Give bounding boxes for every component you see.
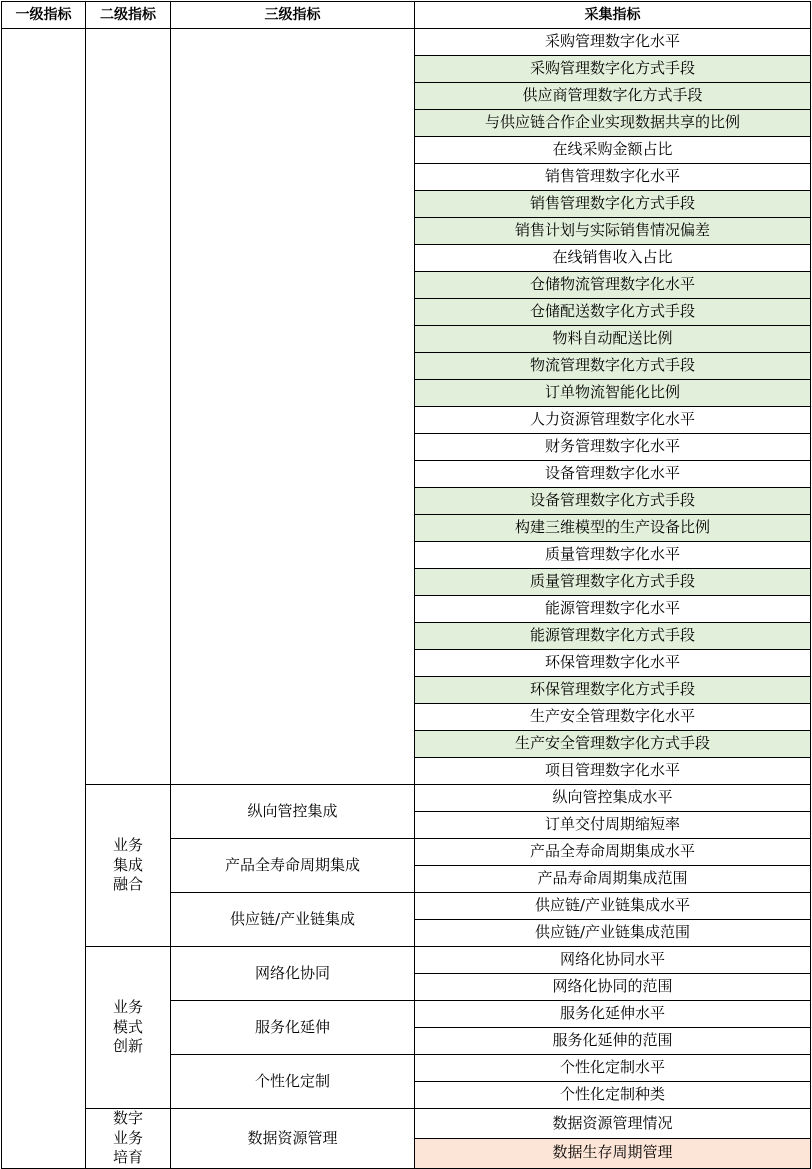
metric-cell: 纵向管控集成水平 [415,785,811,812]
metric-cell: 设备管理数字化水平 [415,461,811,488]
metric-cell: 数据生存周期管理 [415,1138,811,1168]
level1-cell [2,29,86,1169]
header-row [2,2,811,29]
metric-cell: 服务化延伸的范围 [415,1028,811,1055]
metric-cell: 在线采购金额占比 [415,137,811,164]
metric-cell: 采购管理数字化方式手段 [415,56,811,83]
level3-cell: 产品全寿命周期集成 [171,839,415,893]
metric-cell: 财务管理数字化水平 [415,434,811,461]
metric-cell: 质量管理数字化水平 [415,542,811,569]
metric-cell: 产品寿命周期集成范围 [415,866,811,893]
header-level1: 一级指标 [2,2,86,29]
metric-cell: 在线销售收入占比 [415,245,811,272]
level3-cell: 网络化协同 [171,947,415,1001]
metric-cell: 个性化定制水平 [415,1055,811,1082]
metric-cell: 供应链/产业链集成水平 [415,893,811,920]
metric-cell: 设备管理数字化方式手段 [415,488,811,515]
metric-cell: 个性化定制种类 [415,1082,811,1109]
metric-cell: 订单物流智能化比例 [415,380,811,407]
metric-cell: 构建三维模型的生产设备比例 [415,515,811,542]
metric-cell: 能源管理数字化水平 [415,596,811,623]
metric-cell: 产品全寿命周期集成水平 [415,839,811,866]
metric-cell: 生产安全管理数字化方式手段 [415,731,811,758]
metric-cell: 网络化协同的范围 [415,974,811,1001]
metric-cell: 能源管理数字化方式手段 [415,623,811,650]
level2-cell: 业务集成融合 [86,785,171,947]
metric-cell: 供应商管理数字化方式手段 [415,83,811,110]
metric-cell: 供应链/产业链集成范围 [415,920,811,947]
level3-cell: 供应链/产业链集成 [171,893,415,947]
metric-cell: 物料自动配送比例 [415,326,811,353]
level2-cell: 业务模式创新 [86,947,171,1109]
level2-cell-blank [86,29,171,785]
metric-cell: 销售管理数字化方式手段 [415,191,811,218]
level3-cell: 纵向管控集成 [171,785,415,839]
level3-cell: 数据资源管理 [171,1109,415,1169]
metric-cell: 人力资源管理数字化水平 [415,407,811,434]
metric-cell: 采购管理数字化水平 [415,29,811,56]
metric-cell: 数据资源管理情况 [415,1109,811,1139]
table-row [2,29,811,56]
metric-cell: 质量管理数字化方式手段 [415,569,811,596]
table-row [2,947,811,974]
level2-cell: 数字业务培育 [86,1109,171,1169]
level3-cell-blank [171,29,415,785]
metric-cell: 环保管理数字化方式手段 [415,677,811,704]
metric-cell: 订单交付周期缩短率 [415,812,811,839]
header-level2: 二级指标 [86,2,171,29]
level3-cell: 服务化延伸 [171,1001,415,1055]
table-row [2,785,811,812]
metric-cell: 物流管理数字化方式手段 [415,353,811,380]
header-metric: 采集指标 [415,2,811,29]
metric-cell: 与供应链合作企业实现数据共享的比例 [415,110,811,137]
table-row [2,1109,811,1139]
metric-cell: 环保管理数字化水平 [415,650,811,677]
metric-cell: 仓储物流管理数字化水平 [415,272,811,299]
table-body [2,29,811,1169]
level3-cell: 个性化定制 [171,1055,415,1109]
metric-cell: 销售管理数字化水平 [415,164,811,191]
header-level3: 三级指标 [171,2,415,29]
indicator-table [1,1,811,1169]
metric-cell: 销售计划与实际销售情况偏差 [415,218,811,245]
metric-cell: 项目管理数字化水平 [415,758,811,785]
metric-cell: 服务化延伸水平 [415,1001,811,1028]
metric-cell: 网络化协同水平 [415,947,811,974]
metric-cell: 仓储配送数字化方式手段 [415,299,811,326]
metric-cell: 生产安全管理数字化水平 [415,704,811,731]
